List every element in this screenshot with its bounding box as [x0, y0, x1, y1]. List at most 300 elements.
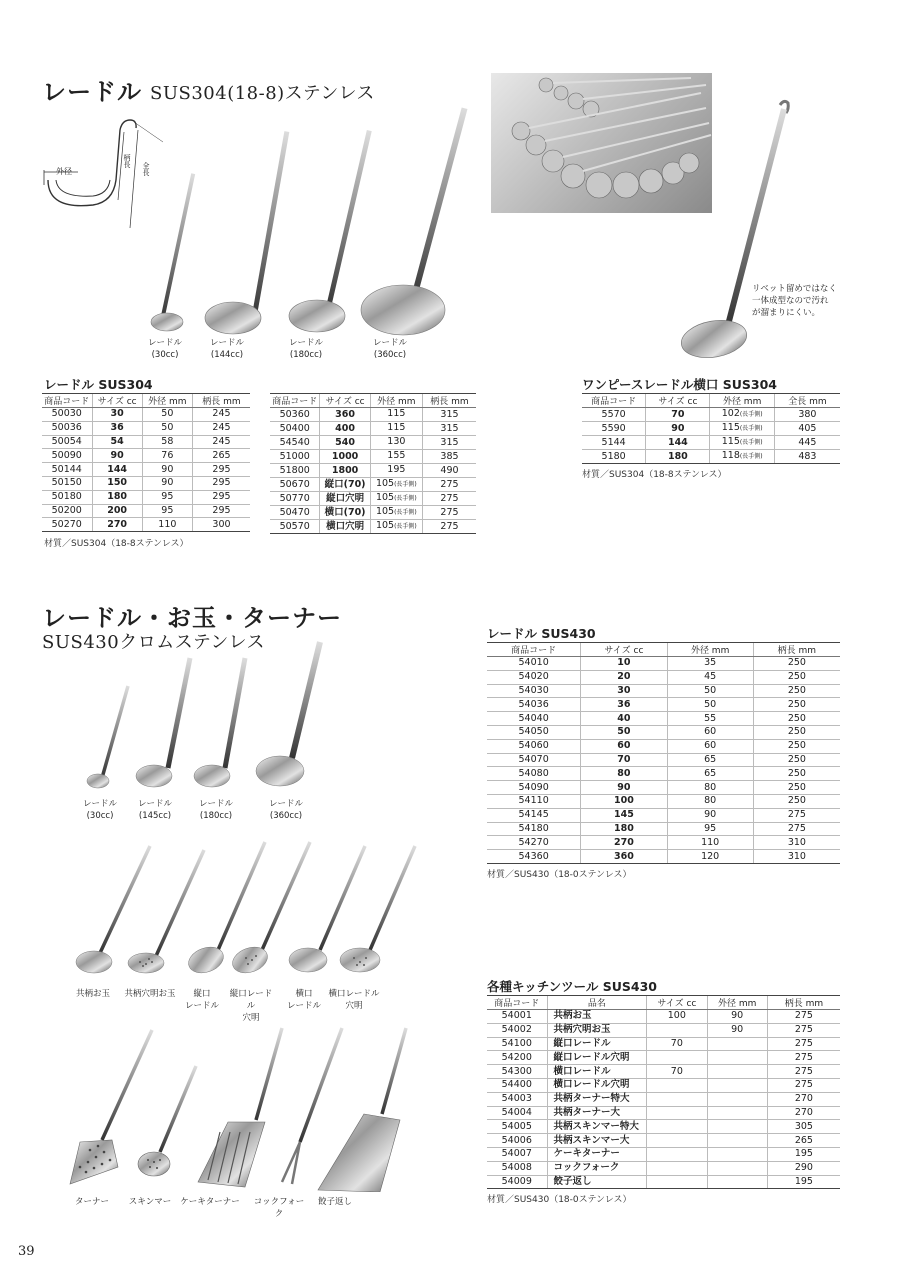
table-cell: 縦口レードル穴明: [547, 1051, 647, 1065]
table-cell: 275: [767, 1010, 840, 1024]
table-cell: 540: [320, 436, 370, 450]
table-cell: 横口レードル: [547, 1065, 647, 1079]
table-cell: 90: [646, 422, 710, 436]
table-row: [487, 794, 840, 808]
table-row: [42, 449, 250, 463]
caption-sus430-180: レードル (180cc): [198, 799, 233, 821]
table-cell: 305: [767, 1120, 840, 1134]
table-cell: 290: [767, 1161, 840, 1175]
col-header: 柄長 mm: [753, 643, 840, 657]
long-side-note: (長手側): [394, 509, 417, 516]
table-cell: 90: [581, 781, 667, 795]
col-header: 商品コード: [487, 996, 547, 1010]
table-cell: 50: [667, 698, 753, 712]
tools-row2-images: [60, 1022, 420, 1192]
table-cell: 270: [92, 518, 142, 532]
table-row: [487, 725, 840, 739]
caption-ladle-180: レードル (180cc): [288, 338, 323, 360]
table-cell: 1000: [320, 450, 370, 464]
table-row: [42, 518, 250, 532]
table-cell: 45: [667, 670, 753, 684]
col-header: 商品コード: [582, 394, 646, 408]
col-header: 柄長 mm: [192, 394, 250, 408]
table-cell: 54005: [487, 1120, 547, 1134]
outer-diameter-value: 115: [387, 408, 406, 419]
table-row: [270, 436, 476, 450]
table-cell: 150: [92, 476, 142, 490]
page-number: 39: [18, 1244, 35, 1259]
table-cell: [647, 1051, 707, 1065]
table-cell: 70: [647, 1065, 707, 1079]
table-cell: 共柄スキンマー特大: [547, 1120, 647, 1134]
table-cell: [647, 1092, 707, 1106]
table-cell: 120: [667, 850, 753, 864]
table-cell: [647, 1161, 707, 1175]
long-side-note: (長手側): [739, 439, 763, 446]
outer-diameter-value: 130: [387, 436, 406, 447]
table-cell: 250: [753, 657, 840, 671]
table-cell: [710, 408, 774, 422]
table-cell: [647, 1175, 707, 1189]
table-sus430-title: レードル SUS430: [487, 626, 596, 641]
table-row: [42, 504, 250, 518]
caption-sus430-145: レードル (145cc): [137, 799, 172, 821]
table-cell: 50200: [42, 504, 92, 518]
table-cell: 54060: [487, 739, 581, 753]
table-cell: 60: [667, 739, 753, 753]
table-sus304-right: [270, 393, 476, 534]
col-header: 商品コード: [42, 394, 92, 408]
table-cell: 54100: [487, 1037, 547, 1051]
table-cell: コックフォーク: [547, 1161, 647, 1175]
table-cell: 95: [142, 490, 192, 504]
table-cell: 54080: [487, 767, 581, 781]
table-cell: 90: [142, 476, 192, 490]
table-cell: 275: [767, 1078, 840, 1092]
table-sus304-left: [42, 393, 250, 532]
table-cell: 270: [767, 1106, 840, 1120]
table-cell: 50360: [270, 408, 320, 422]
table-cell: 250: [753, 712, 840, 726]
table-cell: 58: [142, 435, 192, 449]
table-cell: 270: [581, 836, 667, 850]
table-row: [42, 476, 250, 490]
table-cell: 295: [192, 490, 250, 504]
table-row: [487, 657, 840, 671]
table-cell: 54003: [487, 1092, 547, 1106]
table-tools: [487, 995, 840, 1189]
caption-ladle-144: レードル (144cc): [209, 338, 244, 360]
table-onepiece-material: 材質／SUS304（18-8ステンレス）: [582, 470, 727, 480]
table-cell: 横口穴明: [320, 520, 370, 534]
table-row: [487, 698, 840, 712]
caption-tool-perforated-ladle: 共柄穴明お玉: [124, 989, 176, 999]
outer-diameter-value: 105: [375, 520, 395, 531]
outer-diameter-value: 105: [375, 506, 395, 517]
table-cell: 200: [92, 504, 142, 518]
table-cell: 54: [92, 435, 142, 449]
table-cell: 400: [320, 422, 370, 436]
table-cell: [370, 450, 422, 464]
table-cell: [370, 520, 422, 534]
table-cell: 54050: [487, 725, 581, 739]
table-cell: 横口(70): [320, 506, 370, 520]
table-cell: 50144: [42, 463, 92, 477]
sus430-ladle-images: [80, 638, 330, 798]
table-row: [270, 450, 476, 464]
table-cell: 144: [92, 463, 142, 477]
table-cell: 70: [647, 1037, 707, 1051]
table-row: [487, 1147, 840, 1161]
table-onepiece-title: ワンピースレードル横口 SUS304: [582, 377, 777, 392]
table-cell: [707, 1092, 767, 1106]
table-cell: [707, 1175, 767, 1189]
table-cell: 54004: [487, 1106, 547, 1120]
caption-tool-vertical-ladle: 縦口 レードル: [184, 989, 219, 1011]
table-cell: 275: [767, 1051, 840, 1065]
table-cell: 275: [423, 478, 477, 492]
table-cell: 250: [753, 698, 840, 712]
table-row: [42, 408, 250, 422]
table-row: [270, 422, 476, 436]
table-row: [487, 1037, 840, 1051]
table-cell: 80: [667, 794, 753, 808]
table-tools-title: 各種キッチンツール SUS430: [487, 979, 657, 994]
table-cell: 245: [192, 408, 250, 422]
table-cell: 20: [581, 670, 667, 684]
col-header: 商品コード: [487, 643, 581, 657]
table-cell: 30: [92, 408, 142, 422]
table-row: [487, 1120, 840, 1134]
table-cell: [707, 1037, 767, 1051]
table-cell: 共柄ターナー大: [547, 1106, 647, 1120]
table-cell: 275: [423, 492, 477, 506]
table-cell: 144: [646, 436, 710, 450]
total-length-label: 全長: [142, 162, 150, 176]
table-cell: 51000: [270, 450, 320, 464]
table-cell: [647, 1023, 707, 1037]
table-cell: 145: [581, 808, 667, 822]
table-cell: 36: [92, 421, 142, 435]
table-cell: 100: [581, 794, 667, 808]
col-header: サイズ cc: [647, 996, 707, 1010]
outer-diameter-value: 115: [721, 436, 740, 447]
table-cell: 54009: [487, 1175, 547, 1189]
table-cell: 295: [192, 504, 250, 518]
table-cell: 265: [767, 1134, 840, 1148]
table-cell: 54070: [487, 753, 581, 767]
table-cell: 315: [423, 408, 477, 422]
table-cell: 275: [423, 520, 477, 534]
table-cell: 54040: [487, 712, 581, 726]
table-cell: [647, 1134, 707, 1148]
table-cell: 共柄スキンマー大: [547, 1134, 647, 1148]
table-row: [487, 767, 840, 781]
table-cell: 50400: [270, 422, 320, 436]
table-cell: 50036: [42, 421, 92, 435]
table-cell: 50: [142, 421, 192, 435]
sus304-ladle-images: [145, 100, 475, 345]
table-cell: 54145: [487, 808, 581, 822]
col-header: 商品コード: [270, 394, 320, 408]
section2-title: レードル・お玉・ターナー: [42, 604, 342, 632]
table-cell: 360: [320, 408, 370, 422]
caption-tool-gyoza-turner: 餃子返し: [317, 1197, 352, 1207]
table-cell: 270: [767, 1092, 840, 1106]
table-cell: 95: [667, 822, 753, 836]
long-side-note: (長手側): [739, 411, 763, 418]
table-cell: 80: [581, 767, 667, 781]
table-cell: 餃子返し: [547, 1175, 647, 1189]
table-onepiece: [582, 393, 840, 464]
table-cell: 54030: [487, 684, 581, 698]
table-cell: 50: [142, 408, 192, 422]
table-cell: 385: [423, 450, 477, 464]
table-cell: 275: [767, 1037, 840, 1051]
table-cell: 195: [767, 1175, 840, 1189]
table-cell: 275: [753, 808, 840, 822]
outer-diameter-value: 105: [375, 492, 395, 503]
table-cell: 90: [707, 1023, 767, 1037]
table-cell: 65: [667, 753, 753, 767]
table-sus430: [487, 642, 840, 864]
table-row: [270, 520, 476, 534]
col-header: サイズ cc: [646, 394, 710, 408]
table-cell: 245: [192, 435, 250, 449]
table-cell: [707, 1161, 767, 1175]
table-cell: 50180: [42, 490, 92, 504]
table-cell: 55: [667, 712, 753, 726]
table-cell: 54001: [487, 1010, 547, 1024]
table-cell: 250: [753, 739, 840, 753]
table-cell: 54540: [270, 436, 320, 450]
table-row: [270, 492, 476, 506]
long-side-note: (長手側): [739, 425, 763, 432]
table-cell: 90: [707, 1010, 767, 1024]
table-cell: 54007: [487, 1147, 547, 1161]
outer-diameter-label: 外径: [56, 167, 72, 176]
table-cell: 250: [753, 684, 840, 698]
table-row: [487, 1175, 840, 1189]
table-cell: 180: [646, 450, 710, 464]
table-cell: [710, 422, 774, 436]
table-row: [487, 1078, 840, 1092]
table-cell: 245: [192, 421, 250, 435]
table-cell: 54180: [487, 822, 581, 836]
table-cell: 10: [581, 657, 667, 671]
table-row: [487, 1051, 840, 1065]
table-cell: 54270: [487, 836, 581, 850]
caption-tool-cook-fork: コックフォーク: [253, 1197, 305, 1219]
caption-tool-side-ladle-holed: 横口レードル 穴明: [328, 989, 380, 1011]
table-cell: [370, 506, 422, 520]
table-row: [582, 436, 840, 450]
table-cell: 54002: [487, 1023, 547, 1037]
section2-subtitle: SUS430クロムステンレス: [42, 632, 265, 653]
table-row: [487, 1023, 840, 1037]
caption-sus430-360: レードル (360cc): [268, 799, 303, 821]
table-cell: 490: [423, 464, 477, 478]
table-cell: 250: [753, 725, 840, 739]
table-row: [270, 408, 476, 422]
table-cell: 50270: [42, 518, 92, 532]
onepiece-ladle-image: [676, 95, 796, 365]
table-cell: [370, 478, 422, 492]
table-sus430-material: 材質／SUS430（18-0ステンレス）: [487, 870, 632, 880]
table-cell: 250: [753, 753, 840, 767]
caption-tool-side-ladle: 横口 レードル: [286, 989, 321, 1011]
table-cell: 1800: [320, 464, 370, 478]
table-cell: [707, 1134, 767, 1148]
table-cell: 54400: [487, 1078, 547, 1092]
table-cell: [707, 1051, 767, 1065]
outer-diameter-value: 118: [721, 450, 740, 461]
table-row: [270, 478, 476, 492]
col-header: 全長 mm: [774, 394, 840, 408]
table-cell: 295: [192, 476, 250, 490]
table-cell: 50030: [42, 408, 92, 422]
table-cell: 36: [581, 698, 667, 712]
table-cell: 65: [667, 767, 753, 781]
table-cell: 250: [753, 767, 840, 781]
caption-ladle-360: レードル (360cc): [372, 338, 407, 360]
table-cell: 54010: [487, 657, 581, 671]
table-cell: 250: [753, 794, 840, 808]
tools-row1-images: [70, 838, 420, 983]
col-header: 柄長 mm: [423, 394, 477, 408]
table-row: [487, 808, 840, 822]
col-header: 外径 mm: [710, 394, 774, 408]
table-cell: 195: [767, 1147, 840, 1161]
table-cell: [707, 1078, 767, 1092]
table-cell: 54090: [487, 781, 581, 795]
table-cell: 50470: [270, 506, 320, 520]
table-cell: 180: [581, 822, 667, 836]
table-cell: 縦口(70): [320, 478, 370, 492]
table-cell: 40: [581, 712, 667, 726]
table-cell: 315: [423, 422, 477, 436]
table-cell: 445: [774, 436, 840, 450]
table-row: [487, 1134, 840, 1148]
table-row: [270, 464, 476, 478]
onepiece-note: リベット留めではなく 一体成型なので汚れ が溜まりにくい。: [752, 284, 837, 318]
table-row: [582, 450, 840, 464]
table-cell: 60: [581, 739, 667, 753]
table-cell: 51800: [270, 464, 320, 478]
caption-tool-cake-turner: ケーキターナー: [180, 1197, 240, 1207]
col-header: 外径 mm: [142, 394, 192, 408]
handle-length-label: 柄長: [123, 154, 131, 168]
table-cell: 50770: [270, 492, 320, 506]
col-header: サイズ cc: [320, 394, 370, 408]
table-cell: 80: [667, 781, 753, 795]
table-cell: 405: [774, 422, 840, 436]
table-cell: 共柄ターナー特大: [547, 1092, 647, 1106]
table-cell: 483: [774, 450, 840, 464]
table-cell: 35: [667, 657, 753, 671]
table-cell: 275: [423, 506, 477, 520]
table-cell: 275: [767, 1023, 840, 1037]
table-cell: [707, 1106, 767, 1120]
table-cell: 70: [646, 408, 710, 422]
long-side-note: (長手側): [739, 453, 763, 460]
col-header: 外径 mm: [667, 643, 753, 657]
table-cell: 54360: [487, 850, 581, 864]
table-row: [487, 684, 840, 698]
table-cell: 76: [142, 449, 192, 463]
long-side-note: (長手側): [394, 481, 417, 488]
table-cell: 50: [581, 725, 667, 739]
table-row: [582, 422, 840, 436]
outer-diameter-value: 105: [375, 478, 395, 489]
table-cell: 360: [581, 850, 667, 864]
table-cell: 250: [753, 670, 840, 684]
table-cell: 横口レードル穴明: [547, 1078, 647, 1092]
table-row: [487, 670, 840, 684]
table-cell: 5590: [582, 422, 646, 436]
section1-title: レードル: [42, 78, 142, 106]
table-cell: 50054: [42, 435, 92, 449]
table-cell: 90: [92, 449, 142, 463]
table-row: [582, 408, 840, 422]
table-cell: [370, 408, 422, 422]
table-cell: 共柄穴明お玉: [547, 1023, 647, 1037]
outer-diameter-value: 102: [721, 408, 740, 419]
caption-tool-ladle: 共柄お玉: [75, 989, 110, 999]
table-cell: 54006: [487, 1134, 547, 1148]
table-tools-material: 材質／SUS430（18-0ステンレス）: [487, 1195, 632, 1205]
table-cell: 310: [753, 836, 840, 850]
table-row: [487, 822, 840, 836]
table-cell: 5570: [582, 408, 646, 422]
table-row: [42, 421, 250, 435]
table-cell: 5144: [582, 436, 646, 450]
table-cell: [707, 1065, 767, 1079]
table-cell: 250: [753, 781, 840, 795]
col-header: 品名: [547, 996, 647, 1010]
table-row: [487, 850, 840, 864]
table-cell: [710, 436, 774, 450]
table-cell: 315: [423, 436, 477, 450]
table-cell: 70: [581, 753, 667, 767]
table-row: [487, 753, 840, 767]
table-row: [42, 490, 250, 504]
outer-diameter-value: 115: [387, 422, 406, 433]
col-header: 外径 mm: [370, 394, 422, 408]
table-cell: 50090: [42, 449, 92, 463]
table-cell: 300: [192, 518, 250, 532]
table-row: [487, 1010, 840, 1024]
table-cell: 310: [753, 850, 840, 864]
table-cell: 50: [667, 684, 753, 698]
table-cell: 295: [192, 463, 250, 477]
table-cell: 180: [92, 490, 142, 504]
table-cell: 50570: [270, 520, 320, 534]
table-cell: 60: [667, 725, 753, 739]
long-side-note: (長手側): [394, 523, 417, 530]
col-header: サイズ cc: [581, 643, 667, 657]
table-cell: 110: [667, 836, 753, 850]
table-row: [487, 712, 840, 726]
table-cell: [647, 1106, 707, 1120]
col-header: サイズ cc: [92, 394, 142, 408]
table-cell: [370, 492, 422, 506]
caption-ladle-30: レードル (30cc): [147, 338, 182, 360]
table-cell: 54300: [487, 1065, 547, 1079]
table-cell: 5180: [582, 450, 646, 464]
table-cell: 380: [774, 408, 840, 422]
table-cell: ケーキターナー: [547, 1147, 647, 1161]
